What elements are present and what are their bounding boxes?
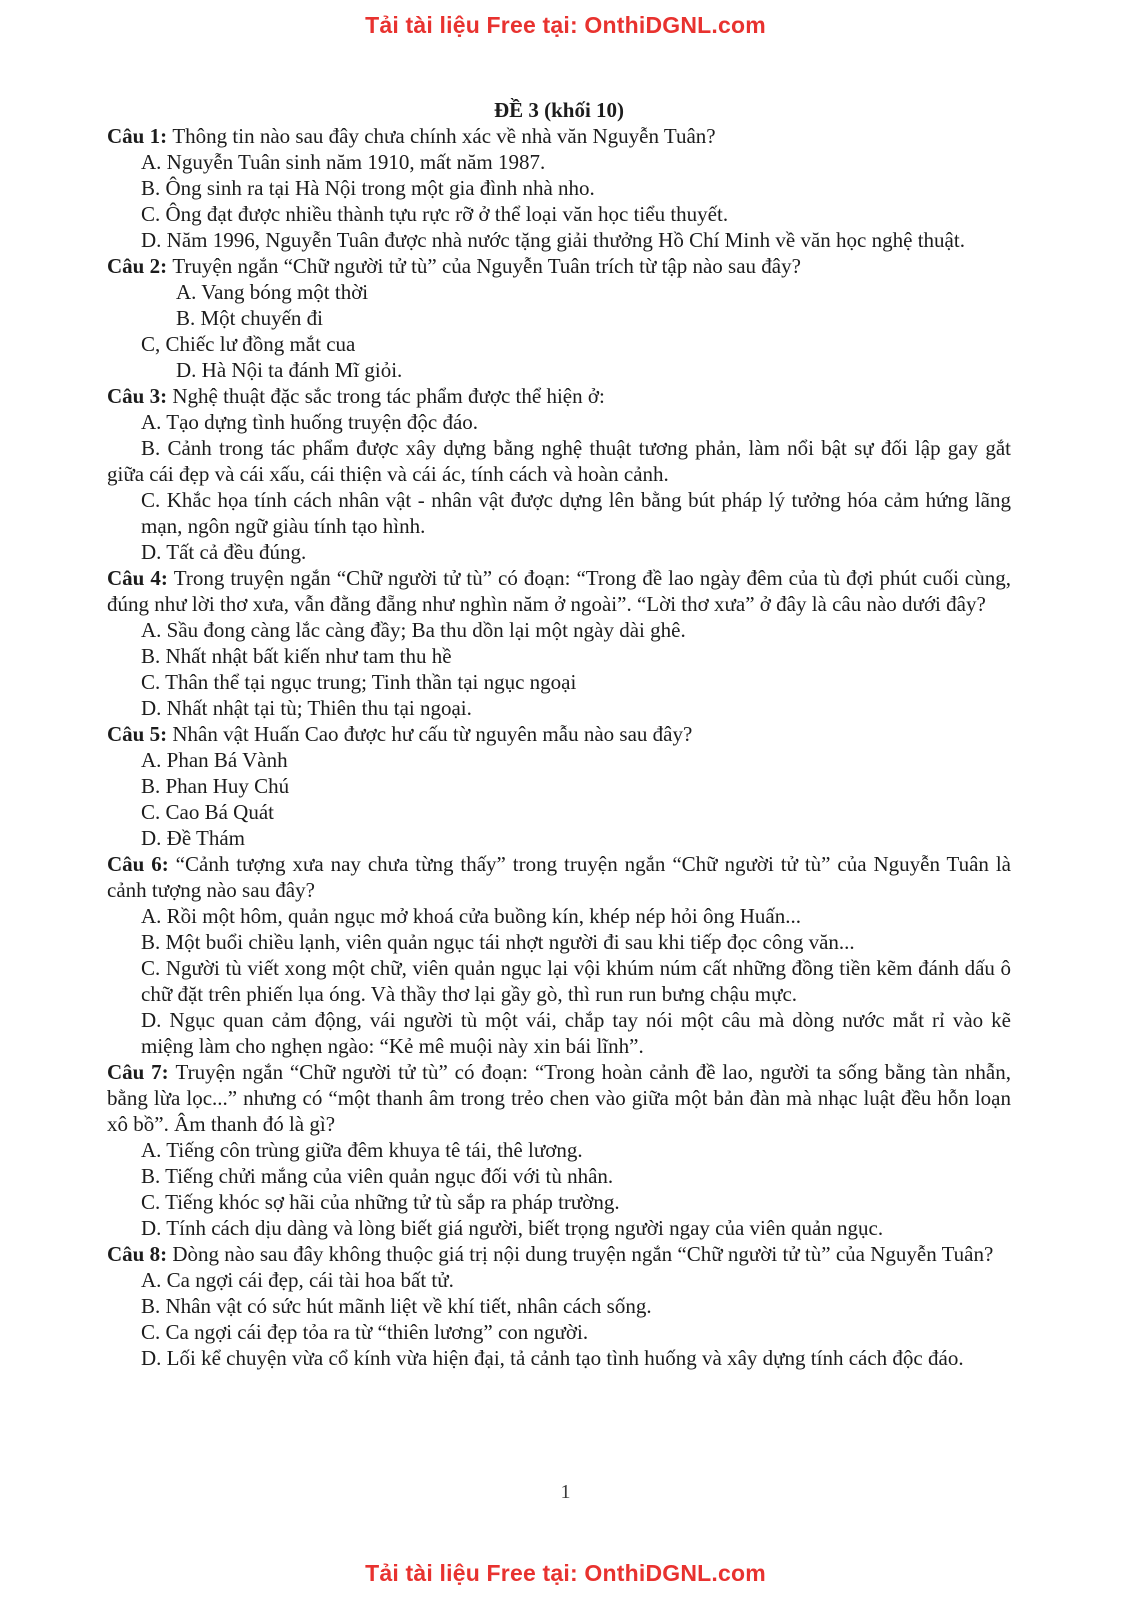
question-8-option-c: C. Ca ngợi cái đẹp tỏa ra từ “thiên lương” con người.	[141, 1320, 589, 1344]
question-8-option-a: A. Ca ngợi cái đẹp, cái tài hoa bất tử.	[141, 1268, 454, 1292]
question-1-text: Câu 1: Thông tin nào sau đây chưa chính xác về nhà văn Nguyễn Tuân?	[107, 124, 716, 148]
question-7-text: Câu 7: Truyện ngắn “Chữ người tử tù” có đoạn: “Trong hoàn cảnh đề lao, người ta sống bằng tàn nhẫn, bằng lừa lọc...” nhưng có “một thanh âm trong trẻo chen vào giữa một bản đàn mà nhạc luật đều hỗn loạn xô bồ”. Âm thanh đó là gì?	[107, 1060, 1011, 1136]
question-4	[107, 565, 1011, 721]
question-3-option-c: C. Khắc họa tính cách nhân vật - nhân vật được dựng lên bằng bút pháp lý tưởng hóa cảm hứng lãng mạn, ngôn ngữ giàu tính tạo hình.	[141, 488, 1011, 538]
question-7	[107, 1059, 1011, 1241]
question-7-option-c: C. Tiếng khóc sợ hãi của những tử tù sắp ra pháp trường.	[141, 1190, 620, 1214]
question-7-label: Câu 7:	[107, 1060, 176, 1084]
question-5-label: Câu 5:	[107, 722, 173, 746]
question-5-text: Câu 5: Nhân vật Huấn Cao được hư cấu từ nguyên mẫu nào sau đây?	[107, 722, 693, 746]
document-title: ĐỀ 3 (khối 10)	[493, 98, 625, 122]
question-6-text: Câu 6: “Cảnh tượng xưa nay chưa từng thấy” trong truyện ngắn “Chữ người tử tù” của Nguyễn Tuân là cảnh tượng nào sau đây?	[107, 852, 1011, 902]
question-7-option-b: B. Tiếng chửi mắng của viên quản ngục đối với tù nhân.	[141, 1164, 614, 1188]
question-4-option-b: B. Nhất nhật bất kiến như tam thu hề	[141, 644, 452, 668]
question-6-option-a: A. Rồi một hôm, quản ngục mở khoá cửa buồng kín, khép nép hỏi ông Huấn...	[141, 904, 801, 928]
question-1-option-a: A. Nguyễn Tuân sinh năm 1910, mất năm 1987.	[141, 150, 546, 174]
question-4-option-c: C. Thân thể tại ngục trung; Tinh thần tại ngục ngoại	[141, 670, 577, 694]
question-1-option-d: D. Năm 1996, Nguyễn Tuân được nhà nước tặng giải thưởng Hồ Chí Minh về văn học nghệ thuật.	[141, 228, 965, 252]
question-5-option-a: A. Phan Bá Vành	[141, 748, 288, 772]
questions	[107, 123, 1011, 1371]
question-4-option-d: D. Nhất nhật tại tù; Thiên thu tại ngoại.	[141, 696, 472, 720]
question-8-option-b: B. Nhân vật có sức hút mãnh liệt về khí tiết, nhân cách sống.	[141, 1294, 652, 1318]
question-2	[107, 253, 1011, 383]
question-5-option-c: C. Cao Bá Quát	[141, 800, 274, 824]
question-4-text: Câu 4: Trong truyện ngắn “Chữ người tử tù” có đoạn: “Trong đề lao ngày đêm của tù đợi phút cuối cùng, đúng như lời thơ xưa, vẫn đằng đẵng như nghìn năm ở ngoài”. “Lời thơ xưa” ở đây là câu nào dưới đây?	[107, 566, 1011, 616]
question-7-option-a: A. Tiếng côn trùng giữa đêm khuya tê tái, thê lương.	[141, 1138, 583, 1162]
question-4-label: Câu 4:	[107, 566, 174, 590]
question-5	[107, 721, 1011, 851]
question-3	[107, 383, 1011, 565]
question-2-option-c: C, Chiếc lư đồng mắt cua	[141, 332, 356, 356]
question-8	[107, 1241, 1011, 1371]
question-2-option-a: A. Vang bóng một thời	[176, 280, 369, 304]
question-6-option-b: B. Một buổi chiều lạnh, viên quản ngục tái nhợt người đi sau khi tiếp đọc công văn...	[141, 930, 855, 954]
question-8-text: Câu 8: Dòng nào sau đây không thuộc giá trị nội dung truyện ngắn “Chữ người tử tù” của Nguyễn Tuân?	[107, 1242, 994, 1266]
question-8-option-d: D. Lối kể chuyện vừa cổ kính vừa hiện đại, tả cảnh tạo tình huống và xây dựng tính cách độc đáo.	[141, 1346, 964, 1370]
question-1-label: Câu 1:	[107, 124, 173, 148]
question-1-option-c: C. Ông đạt được nhiều thành tựu rực rỡ ở thể loại văn học tiểu thuyết.	[141, 202, 729, 226]
question-3-option-a: A. Tạo dựng tình huống truyện độc đáo.	[141, 410, 479, 434]
question-4-option-a: A. Sầu đong càng lắc càng đầy; Ba thu dồn lại một ngày dài ghê.	[141, 618, 686, 642]
question-2-option-d: D. Hà Nội ta đánh Mĩ giỏi.	[176, 358, 403, 382]
question-3-text: Câu 3: Nghệ thuật đặc sắc trong tác phẩm được thể hiện ở:	[107, 384, 605, 408]
question-1	[107, 123, 1011, 253]
question-6-option-d: D. Ngục quan cảm động, vái người tù một vái, chắp tay nói một câu mà dòng nước mắt rỉ vào kẽ miệng làm cho nghẹn ngào: “Kẻ mê muội này xin bái lĩnh”.	[141, 1008, 1011, 1058]
question-5-option-d: D. Đề Thám	[141, 826, 246, 850]
question-1-option-b: B. Ông sinh ra tại Hà Nội trong một gia đình nhà nho.	[141, 176, 595, 200]
question-2-text: Câu 2: Truyện ngắn “Chữ người tử tù” của Nguyễn Tuân trích từ tập nào sau đây?	[107, 254, 801, 278]
question-2-label: Câu 2:	[107, 254, 173, 278]
question-6	[107, 851, 1011, 1059]
question-5-option-b: B. Phan Huy Chú	[141, 774, 290, 798]
free-download-banner-top: Tải tài liệu Free tại: OnthiDGNL.com	[365, 12, 766, 38]
question-2-option-b: B. Một chuyến đi	[176, 306, 323, 330]
question-3-label: Câu 3:	[107, 384, 173, 408]
question-6-label: Câu 6:	[107, 852, 176, 876]
question-8-label: Câu 8:	[107, 1242, 173, 1266]
document-content	[107, 97, 1011, 1371]
page-number: 1	[560, 1481, 571, 1503]
question-3-option-b: B. Cảnh trong tác phẩm được xây dựng bằng nghệ thuật tương phản, làm nổi bật sự đối lập gay gắt giữa cái đẹp và cái xấu, cái thiện và cái ác, tính cách và hoàn cảnh.	[107, 436, 1011, 486]
question-7-option-d: D. Tính cách dịu dàng và lòng biết giá người, biết trọng người ngay của viên quản ngục.	[141, 1216, 884, 1240]
question-6-option-c: C. Người tù viết xong một chữ, viên quản ngục lại vội khúm núm cất những đồng tiền kẽm đánh dấu ô chữ đặt trên phiến lụa óng. Và thầy thơ lại gầy gò, thì run run bưng chậu mực.	[141, 956, 1011, 1006]
question-3-option-d: D. Tất cả đều đúng.	[141, 540, 307, 564]
free-download-banner-bottom: Tải tài liệu Free tại: OnthiDGNL.com	[365, 1560, 766, 1586]
